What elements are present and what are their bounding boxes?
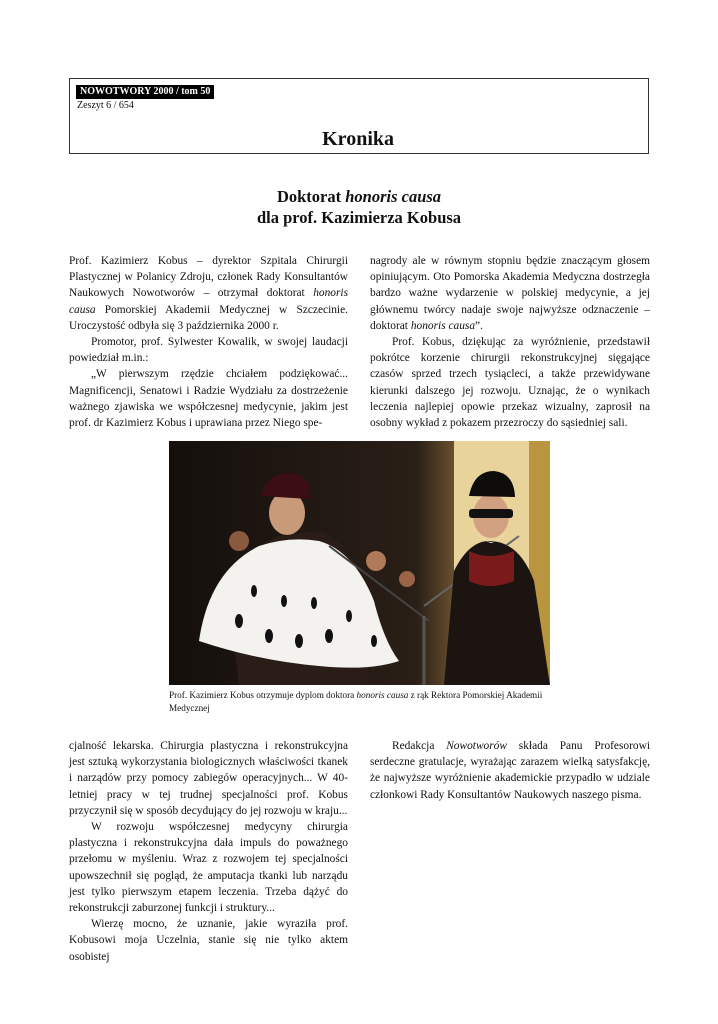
paragraph: Redakcja Nowotworów składa Panu Profesorowi serdeczne gratulacje, wyrażając zarazem wielką satysfakcję, że najwyższe wyróżnienie akademickie przypadło w udziale członkowi Rady Konsultantów Naukowych naszego pisma. <box>370 740 650 801</box>
paragraph: W rozwoju współczesnej medycyny chirurgia plastyczna i rekonstrukcyjna dała impuls do poważnego przełomu w myśleniu. Wraz z rozwojem tej specjalności upowszechnił się pogląd, że amputacja tkanki lub narządu jest tylko pierwszym etapem leczenia. Trzeba dążyć do rekonstrukcji zaburzonej funkcji i struktury... <box>69 821 348 915</box>
text-column-3 <box>69 738 348 965</box>
paragraph: nagrody ale w równym stopniu będzie znaczącym głosem opiniującym. Oto Pomorska Akademia Medyczna dostrzegła bardzo ważne wydarzenie w polskiej medycynie, a jej głównemu twórcy nadaje swoje najwyższe odznaczenie – doktorat honoris causa”. <box>370 255 650 332</box>
text-column-1 <box>69 253 348 431</box>
issue-number: Zeszyt 6 / 654 <box>77 100 134 111</box>
paragraph: Prof. Kazimierz Kobus – dyrektor Szpitala Chirurgii Plastycznej w Polanicy Zdroju, członek Rady Konsultantów Naukowych Nowotworów – otrzymał doktorat honoris causa Pomorskiej Akademii Medycznej w Szczecinie. Uroczystość odbyła się 3 października 2000 r. <box>69 255 348 332</box>
paragraph: cjalność lekarska. Chirurgia plastyczna i rekonstrukcyjna jest sztuką wykorzystania biologicznych właściwości tkanek i narządów przy pomocy zabiegów operacyjnych... W 40-letniej pracy w tej trudnej specjalności prof. Kobus przyczynił się w sposób decydujący do jej rozwoju w kraju... <box>69 740 348 817</box>
title-line-1: Doktorat honoris causa <box>276 187 442 206</box>
paragraph: Promotor, prof. Sylwester Kowalik, w swojej laudacji powiedział m.in.: <box>69 336 348 365</box>
quote-paragraph: „W pierwszym rzędzie chciałem podziękować... Magnificencji, Senatowi i Radzie Wydziału za dostrzeżenie ważnego zjawiska we współczesnej medycynie, jakim jest prof. dr Kazimierz Kobus i uprawiana przez Niego spe- <box>69 368 348 430</box>
paragraph: Wierzę mocno, że uznanie, jakie wyraziła prof. Kobusowi moja Uczelnia, stanie się nie tylko aktem osobistej <box>69 918 348 963</box>
paragraph: Prof. Kobus, dziękując za wyróżnienie, przedstawił pokrótce korzenie chirurgii rekonstrukcyjnej sięgające czasów sprzed trzech tysiącleci, a także przewidywane kierunki dalszego jej rozwoju. Uznając, że o wynikach leczenia najlepiej opowie przekaz wizualny, zaprosił na osobny wykład z pokazem przezroczy do sąsiedniej sali. <box>370 336 650 430</box>
title-line-2: dla prof. Kazimierza Kobusa <box>256 208 462 227</box>
journal-header <box>69 78 649 154</box>
journal-badge: NOWOTWORY 2000 / tom 50 <box>76 85 214 99</box>
photo-caption: Prof. Kazimierz Kobus otrzymuje dyplom doktora honoris causa z rąk Rektora Pomorskiej Akademii Medycznej <box>169 690 543 713</box>
text-column-2 <box>370 253 650 431</box>
ceremony-photo <box>169 441 550 685</box>
article-title <box>0 186 718 228</box>
section-title: Kronika <box>322 128 394 150</box>
text-column-4 <box>370 738 650 803</box>
